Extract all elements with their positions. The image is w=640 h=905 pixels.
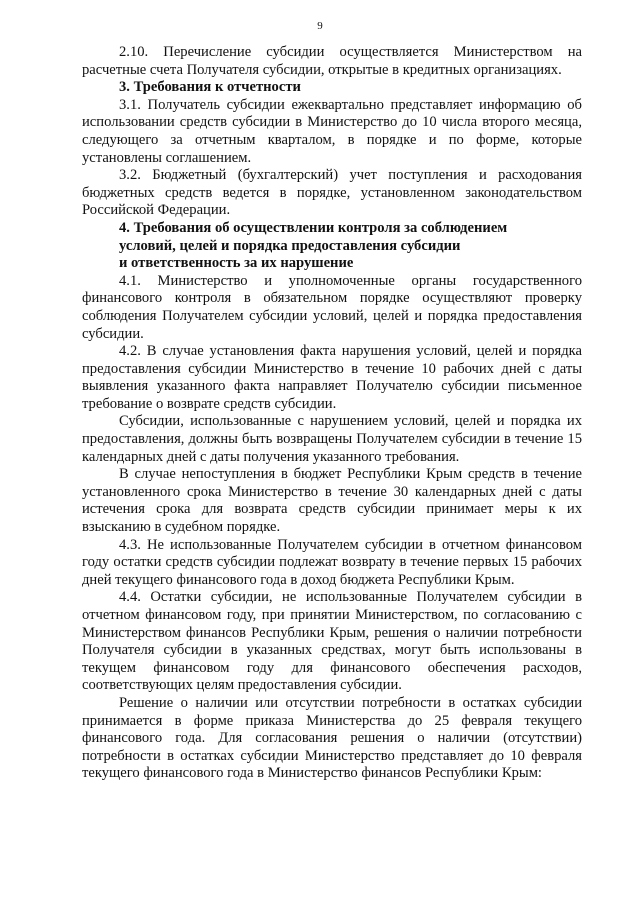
paragraph-4-4: 4.4. Остатки субсидии, не использованные Получателем субсидии в отчетном финансовом году, при принятии Министерством, по согласованию с Министерством финансов Республики Крым, решения о наличии потребности Получателя субсидии в указанных средствах, могут быть использованы в текущем финансовом году для финансового обеспечения расходов, соответствующих целям предоставления субсидии. bbox=[82, 589, 582, 694]
paragraph-4-4-decision: Решение о наличии или отсутствии потребности в остатках субсидии принимается в форме приказа Министерства до 25 февраля текущего финансового года. Для согласования решения о наличии (отсутствии) потребности в остатках субсидии Министерство представляет до 10 февраля текущего финансового года в Министерство финансов Республики Крым: bbox=[82, 694, 582, 782]
document-body bbox=[82, 44, 582, 783]
section-4-title-line-1: 4. Требования об осуществлении контроля за соблюдением bbox=[119, 219, 508, 236]
paragraph-4-1: 4.1. Министерство и уполномоченные органы государственного финансового контроля в обязательном порядке осуществляют проверку соблюдения Получателем субсидии условий, целей и порядка предоставления субсидии. bbox=[82, 272, 582, 342]
paragraph-4-2-refund: Субсидии, использованные с нарушением условий, целей и порядка их предоставления, должны быть возвращены Получателем субсидии в течение 15 календарных дней с даты получения указанного требования. bbox=[82, 413, 582, 465]
section-4-title-line-3: и ответственность за их нарушение bbox=[119, 255, 354, 272]
section-4-title bbox=[82, 220, 582, 273]
section-4-title-line-2: условий, целей и порядка предоставления субсидии bbox=[119, 237, 461, 254]
paragraph-3-2: 3.2. Бюджетный (бухгалтерский) учет поступления и расходования бюджетных средств ведется в порядке, установленном законодательством Российской Федерации. bbox=[82, 167, 582, 219]
paragraph-4-3: 4.3. Не использованные Получателем субсидии в отчетном финансовом году остатки средств субсидии подлежат возврату в течение первых 15 рабочих дней текущего финансового года в доход бюджета Республики Крым. bbox=[82, 536, 582, 588]
paragraph-4-2: 4.2. В случае установления факта нарушения условий, целей и порядка предоставления субсидии Министерство в течение 10 рабочих дней с даты выявления указанного факта направляет Получателю субсидии письменное требование о возврате средств субсидии. bbox=[82, 343, 582, 412]
paragraph-2-10: 2.10. Перечисление субсидии осуществляется Министерством на расчетные счета Получателя субсидии, открытые в кредитных организациях. bbox=[82, 44, 582, 78]
section-3-title: 3. Требования к отчетности bbox=[119, 79, 301, 96]
page-number: 9 bbox=[317, 20, 323, 32]
paragraph-3-1: 3.1. Получатель субсидии ежеквартально представляет информацию об использовании средств субсидии в Министерство до 10 числа второго месяца, следующего за отчетным кварталом, в порядке и по форме, которые установлены соглашением. bbox=[82, 96, 582, 166]
paragraph-4-2-non-receipt: В случае непоступления в бюджет Республики Крым средств в течение установленного срока Министерство в течение 30 календарных дней с даты истечения срока для возврата средств субсидии принимает меры к их взысканию в судебном порядке. bbox=[82, 466, 582, 536]
